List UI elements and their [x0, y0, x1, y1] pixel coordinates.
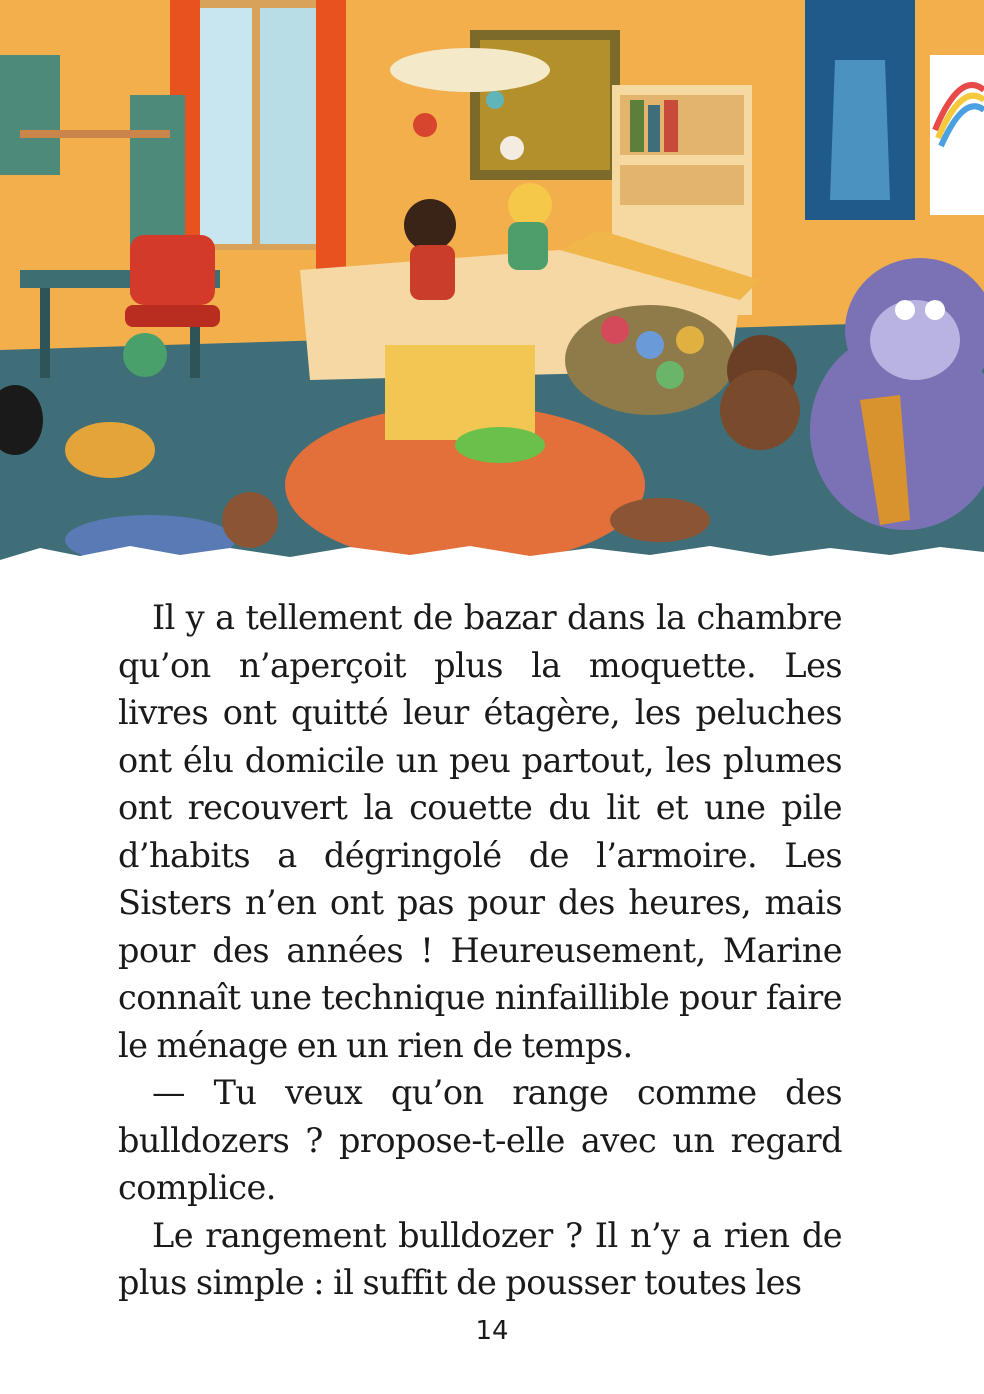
bedroom-illustration [0, 0, 984, 575]
paragraph: — Tu veux qu’on range comme des bulldozers ? propose-t-elle avec un regard complice. [118, 1073, 842, 1207]
body-text [118, 594, 842, 1307]
window [170, 0, 346, 270]
paragraph: Il y a tellement de bazar dans la chambre qu’on n’aperçoit plus la moquette. Les livres ont quitté leur étagère, les peluches ont élu domicile un peu partout, les plumes ont recouvert la couette du lit et une pile d’habits a dégringolé de l’armoire. Les Sisters n’en ont pas pour des heures, mais pour des années ! Heureusement, Marine connaît une technique ninfaillible pour faire le ménage en un rien de temps. [118, 598, 842, 1065]
paragraph: Le rangement bulldozer ? Il n’y a rien de plus simple : il suffit de pousser toutes les [118, 1215, 842, 1302]
page-number: 14 [475, 1316, 509, 1346]
